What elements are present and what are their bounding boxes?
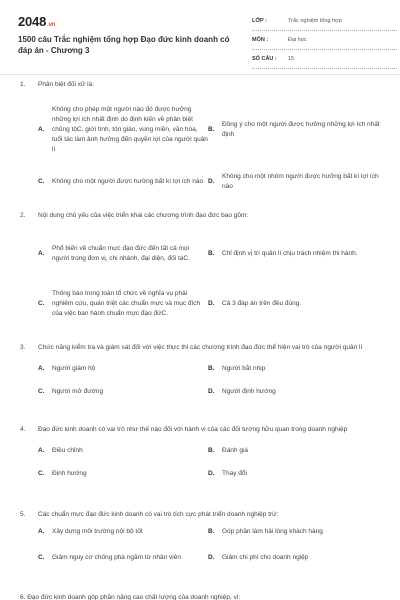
document-header [18, 12, 384, 74]
option-text: Cả 3 đáp án trên đều đúng. [222, 300, 302, 307]
question-text [20, 510, 382, 520]
option-letter: D. [208, 300, 215, 307]
question-2 [20, 211, 382, 331]
question-text [20, 80, 382, 90]
option-text: Xây dựng môi trường nội bộ tốt [52, 528, 143, 535]
option-letter: B. [208, 528, 215, 535]
option-letter: D. [208, 388, 215, 395]
meta-row-class [252, 12, 397, 31]
question-stem: Các chuẩn mực đạo đức kinh doanh có vai trò tích cực phát triển doanh nghiệp trừ: [38, 511, 279, 518]
option-b[interactable] [208, 363, 382, 375]
option-letter: B. [208, 126, 215, 133]
option-text: Người mở đường [52, 388, 104, 395]
question-text [20, 425, 382, 435]
question-6-partial: 6. Đạo đức kinh doanh góp phần nâng cao chất lượng của doanh nghiệp, vì: [20, 594, 241, 600]
question-number: 2. [20, 212, 26, 219]
meta-value: Trắc nghiệm tổng hợp [288, 18, 342, 24]
option-text: Đồng ý cho một người được hưởng những lợi ích nhất định [222, 121, 380, 138]
option-text: Thông báo trong toàn tổ chức về nghĩa vụ phải nghiêm cứu, quán triệt các chuẩn mực và mục đích của việc ban hành chuẩn mực đạo đứC. [52, 290, 201, 317]
option-text: Người giám hộ [52, 365, 96, 372]
option-a[interactable] [38, 100, 208, 160]
option-text: Người bắt nhịp [222, 365, 266, 372]
option-b[interactable] [208, 445, 382, 457]
meta-value: Đại học [288, 37, 307, 43]
option-text: Đánh giá [222, 447, 249, 454]
option-a[interactable] [38, 526, 208, 538]
option-letter: A. [38, 447, 45, 454]
option-letter: C. [38, 554, 45, 561]
meta-key: SỐ CÂU : [252, 56, 277, 62]
option-letter: C. [38, 470, 45, 477]
option-letter: A. [38, 365, 45, 372]
option-letter: B. [208, 447, 215, 454]
option-b[interactable] [208, 235, 382, 273]
question-text [20, 343, 382, 353]
option-c[interactable] [38, 547, 208, 569]
option-b[interactable] [208, 526, 382, 538]
option-c[interactable] [38, 168, 208, 196]
option-text: Góp phần làm hài lòng khách hàng [222, 528, 323, 535]
meta-row-count [252, 50, 397, 69]
option-a[interactable] [38, 445, 208, 457]
question-number: 4. [20, 426, 26, 433]
option-letter: A. [38, 528, 45, 535]
option-letter: A. [38, 250, 45, 257]
option-letter: B. [208, 365, 215, 372]
question-text [20, 211, 382, 221]
option-text: Người định hướng [222, 388, 276, 395]
option-d[interactable] [208, 468, 382, 480]
meta-value: 15 [288, 56, 295, 62]
option-letter: C. [38, 300, 45, 307]
option-letter: D. [208, 178, 215, 185]
option-text: Thay đổi [222, 470, 247, 477]
option-d[interactable] [208, 547, 382, 569]
meta-key: LỚP : [252, 18, 267, 24]
option-letter: B. [208, 250, 215, 257]
question-number: 3. [20, 344, 26, 351]
option-text: Không cho một nhóm người được hưởng bất kì lợi ích nào [222, 173, 379, 190]
option-d[interactable] [208, 280, 382, 328]
logo-domain: .vn [47, 22, 56, 28]
option-text: Phổ biến về chuẩn mực đạo đức đến tất cả mọi người trong đơn vị, chi nhánh, đại diện, đối táC. [52, 245, 190, 262]
option-c[interactable] [38, 280, 208, 328]
question-3 [20, 343, 382, 415]
question-stem: Nội dung chủ yếu của việc triển khai các chương trình đạo đức bao gồm: [38, 212, 249, 219]
logo-text: 2048 [18, 14, 47, 29]
option-c[interactable] [38, 468, 208, 480]
meta-key: MÔN : [252, 37, 269, 43]
question-stem: Chức năng kiểm tra và giám sát đối với việc thực thi các chương trình đạo đức thể hiện vai trò của người quản lí [38, 344, 363, 351]
option-letter: D. [208, 470, 215, 477]
option-b[interactable] [208, 100, 382, 160]
meta-row-subject [252, 31, 397, 50]
option-text: Định hướng [52, 470, 87, 477]
option-a[interactable] [38, 235, 208, 273]
option-text: Giảm nguy cơ chống phá ngầm từ nhân viên [52, 554, 181, 561]
option-c[interactable] [38, 386, 208, 398]
question-5 [20, 510, 382, 582]
option-text: Điều chỉnh [52, 447, 83, 454]
option-letter: A. [38, 126, 45, 133]
question-number: 5. [20, 511, 26, 518]
question-stem: Phân biệt đối xử là: [38, 81, 95, 88]
header-divider [0, 74, 400, 75]
question-number: 1. [20, 81, 26, 88]
question-1 [20, 80, 382, 210]
option-text: Chỉ định vị trí quản lí chịu trách nhiệm thi hành. [222, 250, 358, 257]
option-text: Không cho phép một người nào đó được hưởng những lợi ích nhất định do định kiến về phân biệt chủng tộC. giới tính, tôn giáo, vùng miền, văn hóa, tuổi tác làm ảnh hưởng đến quyền lợi của người quản lí [52, 106, 208, 153]
option-letter: C. [38, 178, 45, 185]
option-d[interactable] [208, 168, 382, 196]
option-a[interactable] [38, 363, 208, 375]
document-title: 1500 câu Trắc nghiệm tổng hợp Đạo đức kinh doanh có đáp án - Chương 3 [18, 35, 230, 55]
site-logo[interactable] [18, 14, 55, 29]
option-text: Không cho một người được hưởng bất kì lợi ích nào [52, 178, 204, 185]
question-stem: Đạo đức kinh doanh có vai trò như thế nào đối với hành vi của các đối tượng hữu quan trong doanh nghiệp [38, 426, 348, 433]
option-d[interactable] [208, 386, 382, 398]
meta-table [252, 12, 397, 69]
option-letter: D. [208, 554, 215, 561]
option-letter: C. [38, 388, 45, 395]
question-4 [20, 425, 382, 497]
option-text: Giảm chi phí cho doanh ngiệp [222, 554, 309, 561]
